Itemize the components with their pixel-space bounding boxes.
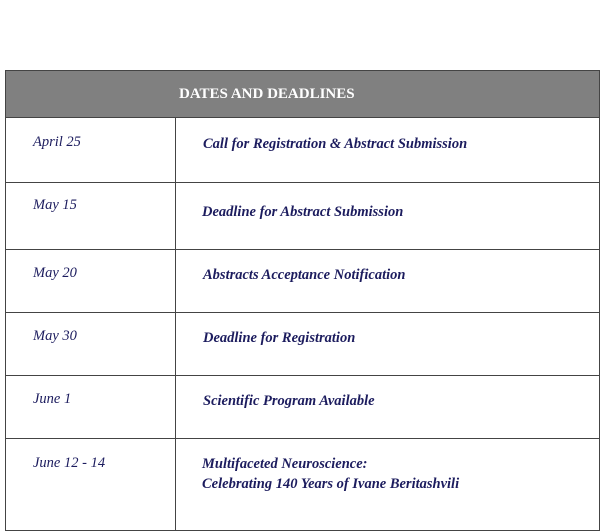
date-cell: May 30 <box>6 313 176 376</box>
event-text: Scientific Program Available <box>203 393 375 409</box>
table-header <box>6 71 600 118</box>
date-cell: May 20 <box>6 250 176 313</box>
table-row <box>6 313 600 376</box>
table-header-row <box>6 71 600 118</box>
date-cell: May 15 <box>6 183 176 250</box>
dates-deadlines-table <box>5 70 600 531</box>
event-cell <box>176 313 600 376</box>
event-text: Deadline for Abstract Submission <box>202 204 404 220</box>
table-row <box>6 376 600 439</box>
table-title: DATES AND DEADLINES <box>179 85 355 102</box>
date-cell: June 1 <box>6 376 176 439</box>
event-cell <box>176 439 600 531</box>
event-text: Abstracts Acceptance Notification <box>203 267 406 283</box>
event-cell <box>176 250 600 313</box>
table-row <box>6 250 600 313</box>
date-cell: June 12 - 14 <box>6 439 176 531</box>
date-cell: April 25 <box>6 118 176 183</box>
event-cell <box>176 376 600 439</box>
event-text-line: Multifaceted Neuroscience: <box>202 456 368 472</box>
table-row <box>6 183 600 250</box>
event-cell <box>176 118 600 183</box>
table-row <box>6 439 600 531</box>
event-text: Deadline for Registration <box>203 330 356 346</box>
event-cell <box>176 183 600 250</box>
table-row <box>6 118 600 183</box>
event-text: Call for Registration & Abstract Submission <box>203 136 468 152</box>
event-text-line: Celebrating 140 Years of Ivane Beritashvili <box>202 476 460 492</box>
